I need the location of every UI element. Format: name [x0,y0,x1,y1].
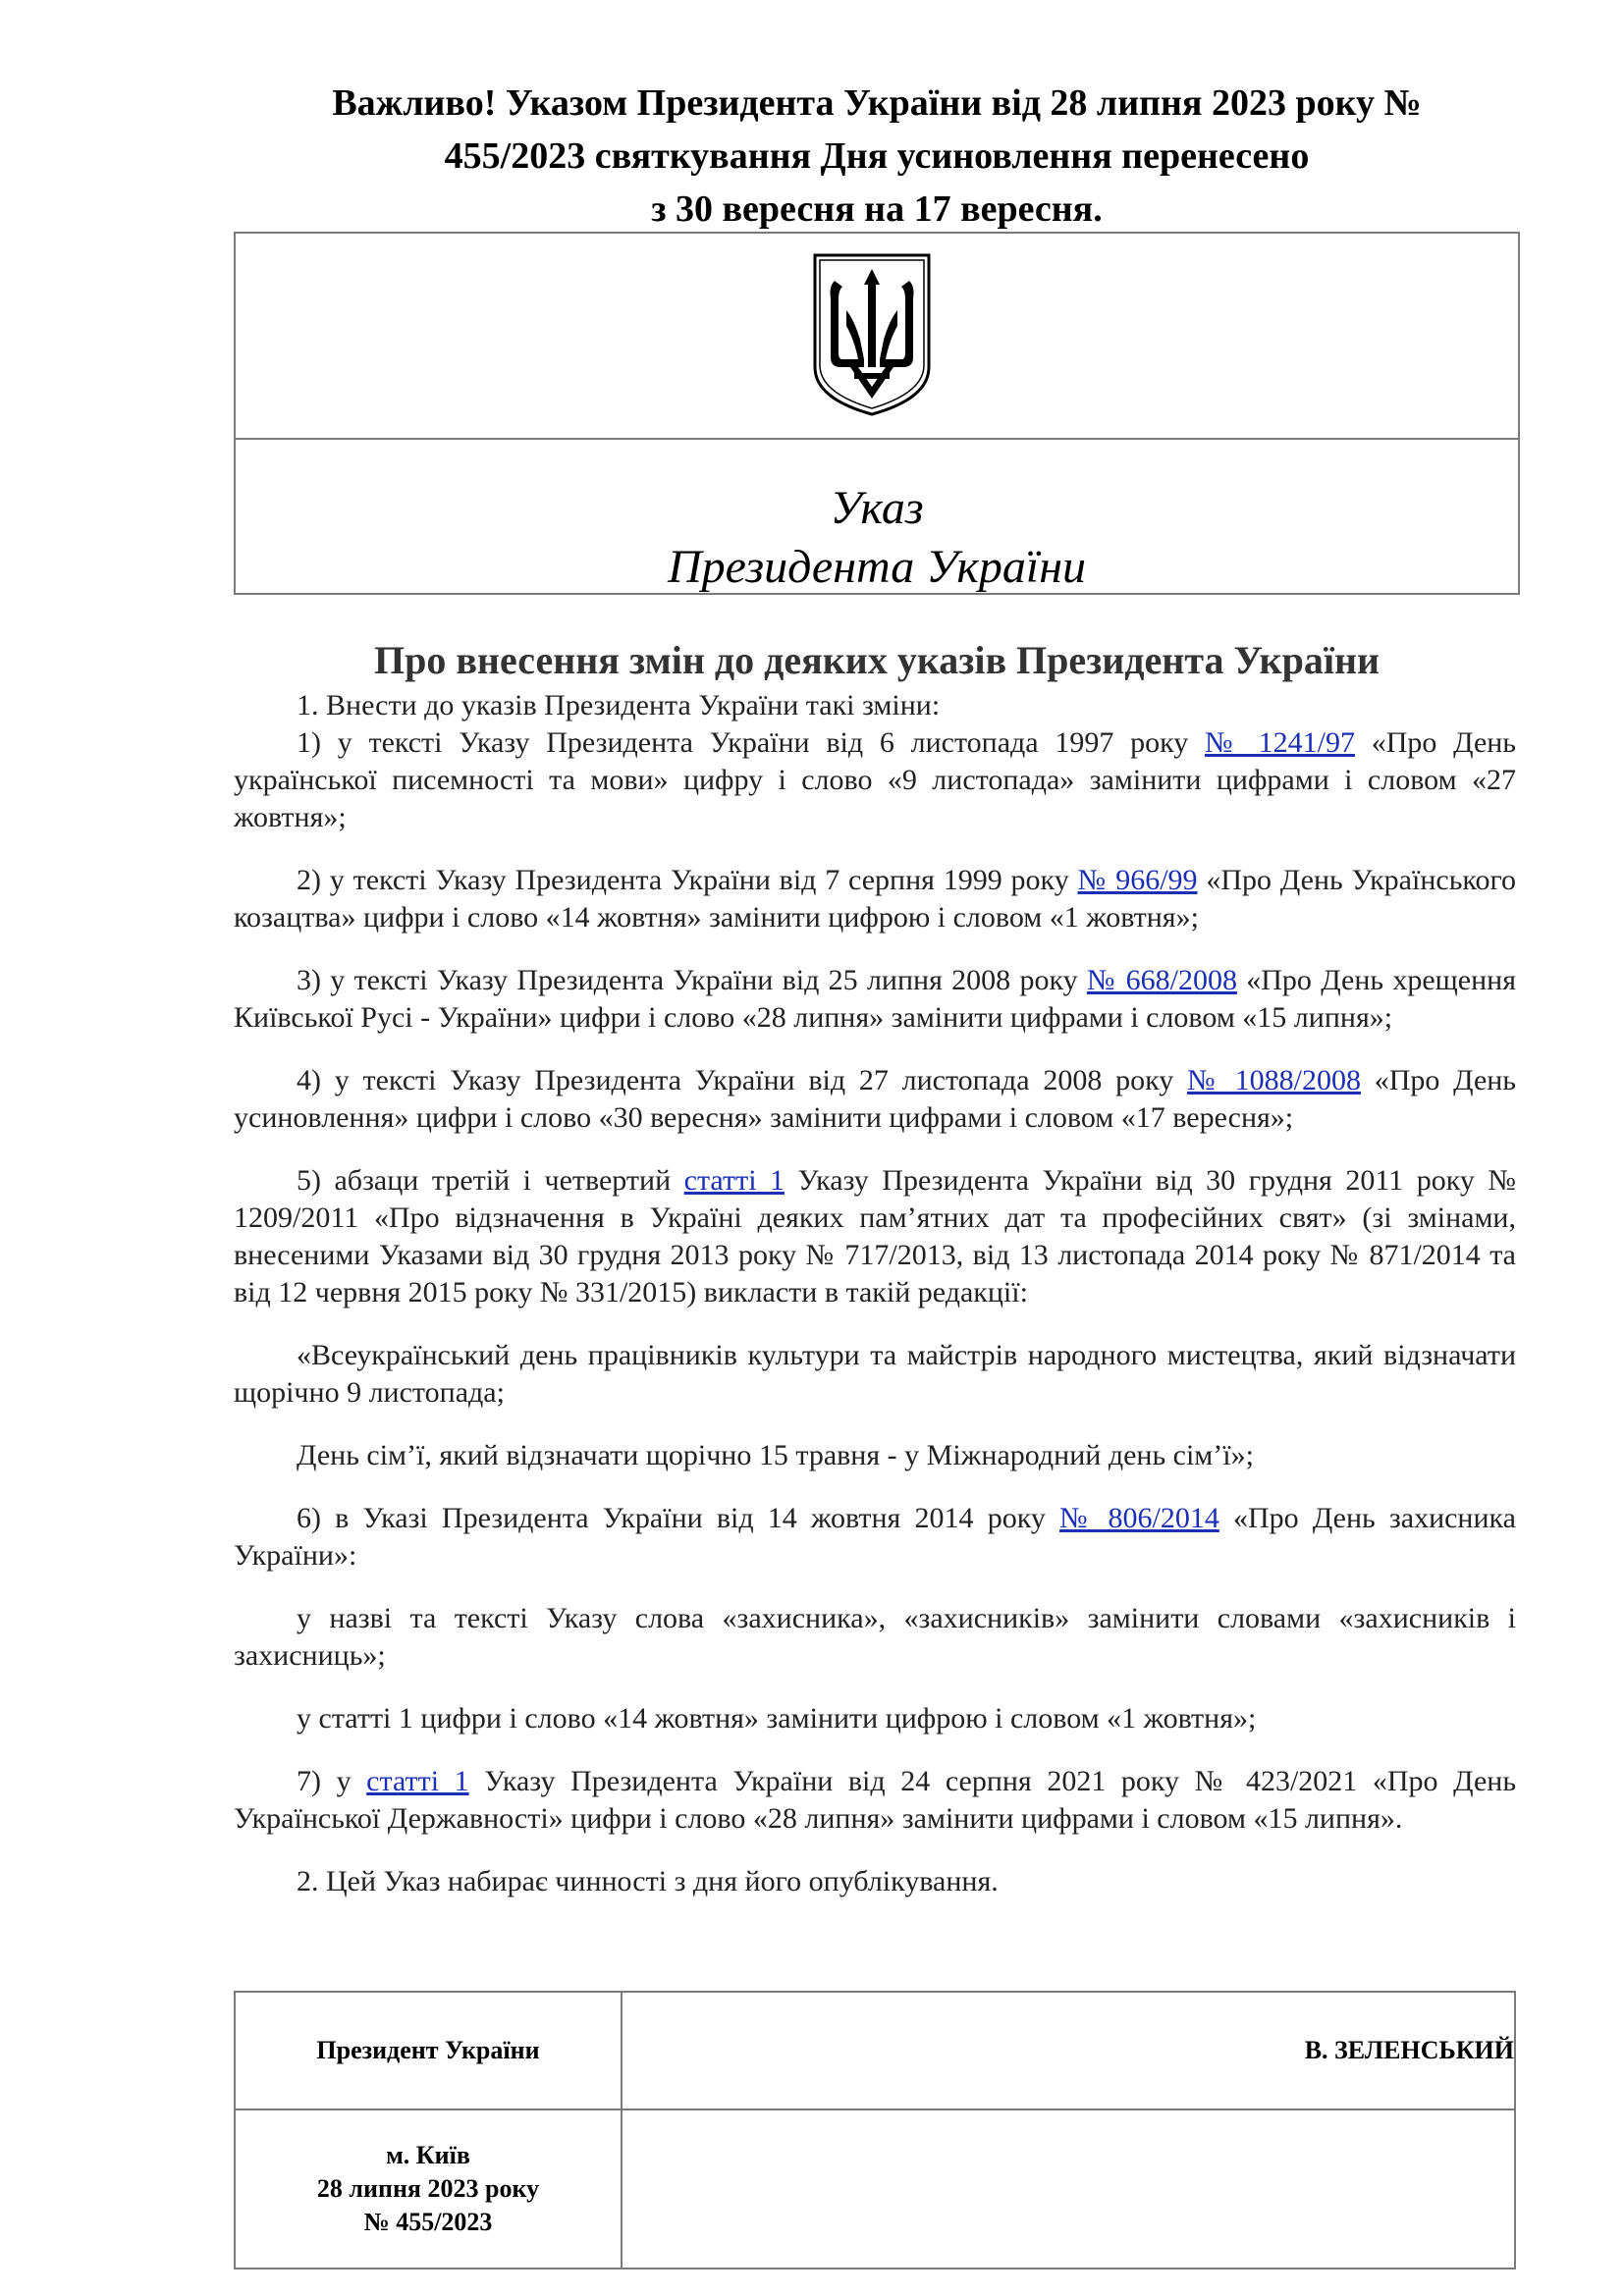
decree-heading [234,479,1520,597]
paragraph-8: День сім’ї, який відзначати щорічно 15 травня - у Міжнародний день сім’ї»; [297,1439,1254,1471]
signature-table [234,1991,1516,2269]
link-1241-97[interactable]: № 1241/97 [1205,726,1355,759]
paragraph-6 [234,1162,1516,1311]
link-article-1[interactable]: статті 1 [683,1164,785,1197]
link-article-1-2021[interactable]: статті 1 [366,1765,469,1797]
paragraph-13: 2. Цей Указ набирає чинності з дня його опублікування. [297,1865,999,1897]
paragraph-2 [234,724,1516,836]
decree-number: № 455/2023 [363,2208,493,2236]
document-title: Про внесення змін до деяких указів Президента України [373,638,1380,682]
decree-date: 28 липня 2023 року [316,2174,540,2203]
link-668-2008[interactable]: № 668/2008 [1086,964,1237,996]
paragraph-9 [234,1500,1516,1575]
paragraph-5 [234,1062,1516,1137]
paragraph-text: 7) у [297,1765,367,1797]
important-notice [234,77,1520,236]
paragraph-1: 1. Внести до указів Президента України такі зміни: [297,689,941,721]
paragraph-text: 3) у тексті Указу Президента України від 25 липня 2008 року [297,964,1087,996]
decree-heading-line-1: Указ [830,482,924,534]
notice-line-2: 455/2023 святкування Дня усиновлення перенесено [444,135,1310,177]
paragraph-text: 5) абзаци третій і четвертий [297,1164,684,1197]
paragraph-4 [234,962,1516,1037]
paragraph-text: «Про День захисника України»: [234,1502,1516,1572]
header-divider [236,438,1518,440]
paragraph-text: Указу Президента України від 30 грудня 2011 року № 1209/2011 «Про відзначення в Україні деяких пам’ятних дат та професійних свят» (зі змінами, внесеними Указами від 30 грудня 2013 року № 717/2013, від 13 листопада 2014 року № 871/2014 та від 12 червня 2015 року № 331/2015) викласти в такій редакції: [234,1164,1516,1308]
paragraph-text: «Про День усиновлення» цифри і слово «30 вересня» замінити цифрами і словом «17 вересня»; [234,1064,1516,1134]
decree-heading-line-2: Президента України [668,541,1086,593]
paragraph-3 [234,862,1516,936]
paragraph-text: 1) у тексті Указу Президента України від 6 листопада 1997 року [297,726,1205,759]
link-806-2014[interactable]: № 806/2014 [1059,1502,1219,1534]
paragraph-7: «Всеукраїнський день працівників культури та майстрів народного мистецтва, який відзначати щорічно 9 листопада; [234,1339,1516,1409]
place-date-cell [235,2109,622,2269]
signatory-position: Президент України [235,1992,622,2109]
paragraph-12 [234,1763,1516,1838]
link-1088-2008[interactable]: № 1088/2008 [1187,1064,1361,1096]
paragraph-text: Указу Президента України від 24 серпня 2021 року № 423/2021 «Про День Української Державності» цифри і слово «28 липня» замінити цифрами і словом «15 липня». [234,1765,1516,1835]
signature-row [235,1992,1515,2109]
paragraph-11: у статті 1 цифри і слово «14 жовтня» замінити цифрою і словом «1 жовтня»; [297,1702,1257,1735]
paragraph-text: 4) у тексті Указу Президента України від 27 листопада 2008 року [297,1064,1187,1096]
paragraph-text: 6) в Указі Президента України від 14 жовтня 2014 року [297,1502,1060,1534]
paragraph-10: у назві та тексті Указу слова «захисника», «захисників» замінити словами «захисників і захисниць»; [234,1602,1516,1672]
notice-line-3: з 30 вересня на 17 вересня. [651,188,1103,230]
signatory-name: В. ЗЕЛЕНСЬКИЙ [622,1992,1515,2109]
paragraph-text: «Про День хрещення Київської Русі - України» цифри і слово «28 липня» замінити цифрами і словом «15 липня»; [234,964,1517,1034]
link-966-99[interactable]: № 966/99 [1077,864,1198,896]
notice-line-1: Важливо! Указом Президента України від 28 липня 2023 року № [332,82,1422,124]
city: м. Київ [386,2141,470,2169]
decree-body [234,687,1516,1900]
empty-cell [622,2109,1515,2269]
paragraph-text: «Про День української писемності та мови» цифру і слово «9 листопада» замінити цифрами і словом «27 жовтня»; [234,726,1516,833]
paragraph-text: «Про День Українського козацтва» цифри і слово «14 жовтня» замінити цифрою і словом «1 жовтня»; [234,864,1516,934]
trident-coat-of-arms-icon [811,251,933,418]
paragraph-text: 2) у тексті Указу Президента України від 7 серпня 1999 року [297,864,1078,896]
place-date-row [235,2109,1515,2269]
